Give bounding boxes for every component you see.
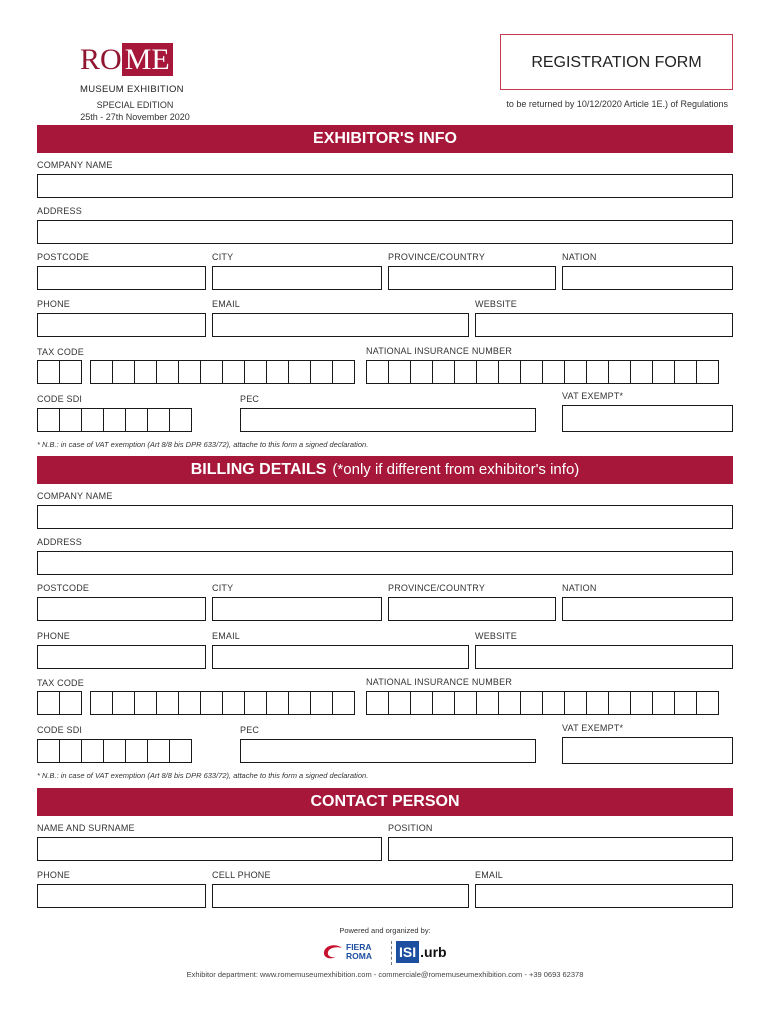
billing-city-label: CITY (212, 583, 234, 593)
exhibitor-email-input[interactable] (212, 313, 469, 337)
footer-contacts: Exhibitor department: www.romemuseumexhibition.com - commerciale@romemuseumexhibition.com - +39 0693 62378 (186, 970, 584, 979)
exhibitor-insurance-label: NATIONAL INSURANCE NUMBER (366, 346, 513, 356)
billing-address-input[interactable] (37, 551, 733, 575)
billing-email-input[interactable] (212, 645, 469, 669)
billing-province-input[interactable] (388, 597, 556, 621)
exhibitor-company-input[interactable] (37, 174, 733, 198)
billing-sdi-grid[interactable] (37, 739, 191, 763)
exhibitor-postcode-input[interactable] (37, 266, 206, 290)
billing-company-label: COMPANY NAME (37, 491, 113, 501)
billing-province-label: PROVINCE/COUNTRY (388, 583, 486, 593)
billing-postcode-input[interactable] (37, 597, 206, 621)
form-title: REGISTRATION FORM (500, 34, 733, 90)
contact-email-label: EMAIL (475, 870, 504, 880)
exhibitor-website-label: WEBSITE (475, 299, 517, 309)
billing-city-input[interactable] (212, 597, 382, 621)
exhibitor-postcode-label: POSTCODE (37, 252, 90, 262)
exhibitor-province-input[interactable] (388, 266, 556, 290)
contact-title-text: CONTACT PERSON (310, 793, 460, 810)
billing-section-title (37, 456, 733, 484)
exhibitor-taxcode-label: TAX CODE (37, 347, 84, 357)
logo-rome-text: RO (80, 43, 122, 76)
contact-email-input[interactable] (475, 884, 733, 908)
billing-nation-label: NATION (562, 583, 597, 593)
exhibitor-website-input[interactable] (475, 313, 733, 337)
powered-by-label: Powered and organized by: (339, 926, 431, 935)
billing-website-label: WEBSITE (475, 631, 517, 641)
billing-taxcode-grid-b[interactable] (90, 691, 354, 715)
billing-postcode-label: POSTCODE (37, 583, 90, 593)
billing-phone-input[interactable] (37, 645, 206, 669)
contact-cellphone-input[interactable] (212, 884, 469, 908)
contact-phone-input[interactable] (37, 884, 206, 908)
exhibitor-province-label: PROVINCE/COUNTRY (388, 252, 486, 262)
contact-name-label: NAME AND SURNAME (37, 823, 135, 833)
billing-address-label: ADDRESS (37, 537, 82, 547)
exhibitor-taxcode-grid-a[interactable] (37, 360, 81, 384)
exhibitor-phone-label: PHONE (37, 299, 71, 309)
contact-phone-label: PHONE (37, 870, 71, 880)
billing-subtitle-text: (*only if different from exhibitor's info) (332, 461, 580, 478)
exhibitor-city-input[interactable] (212, 266, 382, 290)
contact-position-input[interactable] (388, 837, 733, 861)
rome-logo (80, 42, 173, 78)
exhibitor-sdi-label: CODE SDI (37, 394, 83, 404)
exhibitor-phone-input[interactable] (37, 313, 206, 337)
billing-taxcode-grid-a[interactable] (37, 691, 81, 715)
exhibitor-taxcode-grid-b[interactable] (90, 360, 354, 384)
contact-cellphone-label: CELL PHONE (212, 870, 271, 880)
fiera-text (346, 943, 372, 961)
edition-info (70, 99, 200, 123)
exhibitor-company-label: COMPANY NAME (37, 160, 113, 170)
fiera-text-line-2: ROMA (346, 951, 372, 961)
logo-subtitle: MUSEUM EXHIBITION (80, 84, 184, 95)
edition-line-1: SPECIAL EDITION (96, 100, 174, 110)
exhibitor-insurance-grid[interactable] (366, 360, 718, 384)
billing-vat-note: * N.B.: in case of VAT exemption (Art 8/8 bis DPR 633/72), attache to this form a signed declaration. (37, 771, 369, 780)
billing-website-input[interactable] (475, 645, 733, 669)
billing-insurance-label: NATIONAL INSURANCE NUMBER (366, 677, 513, 687)
exhibitor-vat-input[interactable] (562, 405, 733, 432)
exhibitor-nation-input[interactable] (562, 266, 733, 290)
exhibitor-email-label: EMAIL (212, 299, 241, 309)
exhibitor-city-label: CITY (212, 252, 234, 262)
exhibitor-section-title (37, 125, 733, 153)
billing-pec-input[interactable] (240, 739, 536, 763)
logo-me-text: ME (122, 43, 173, 76)
billing-pec-label: PEC (240, 725, 260, 735)
exhibitor-vat-label: VAT EXEMPT* (562, 391, 624, 401)
billing-taxcode-label: TAX CODE (37, 678, 84, 688)
exhibitor-address-label: ADDRESS (37, 206, 82, 216)
fiera-swirl-icon (322, 944, 344, 960)
fiera-text-line-1: FIERA (346, 942, 372, 952)
billing-email-label: EMAIL (212, 631, 241, 641)
isi-urb-logo (396, 941, 447, 963)
contact-position-label: POSITION (388, 823, 433, 833)
billing-nation-input[interactable] (562, 597, 733, 621)
edition-line-2: 25th - 27th November 2020 (80, 112, 190, 122)
footer-divider (391, 941, 392, 965)
return-note: to be returned by 10/12/2020 Article 1E.) of Regulations (506, 99, 728, 109)
billing-insurance-grid[interactable] (366, 691, 718, 715)
exhibitor-sdi-grid[interactable] (37, 408, 191, 432)
fiera-roma-logo (322, 941, 387, 963)
exhibitor-nation-label: NATION (562, 252, 597, 262)
billing-sdi-label: CODE SDI (37, 725, 83, 735)
isi-text: ISI (396, 941, 419, 963)
billing-company-input[interactable] (37, 505, 733, 529)
exhibitor-pec-label: PEC (240, 394, 260, 404)
contact-name-input[interactable] (37, 837, 382, 861)
billing-vat-label: VAT EXEMPT* (562, 723, 624, 733)
exhibitor-pec-input[interactable] (240, 408, 536, 432)
urb-text: .urb (420, 944, 447, 960)
billing-title-text: BILLING DETAILS (190, 461, 327, 478)
exhibitor-address-input[interactable] (37, 220, 733, 244)
billing-phone-label: PHONE (37, 631, 71, 641)
contact-section-title (37, 788, 733, 816)
exhibitor-vat-note: * N.B.: in case of VAT exemption (Art 8/8 bis DPR 633/72), attache to this form a signed declaration. (37, 440, 369, 449)
billing-vat-input[interactable] (562, 737, 733, 764)
exhibitor-title-text: EXHIBITOR'S INFO (313, 130, 457, 147)
